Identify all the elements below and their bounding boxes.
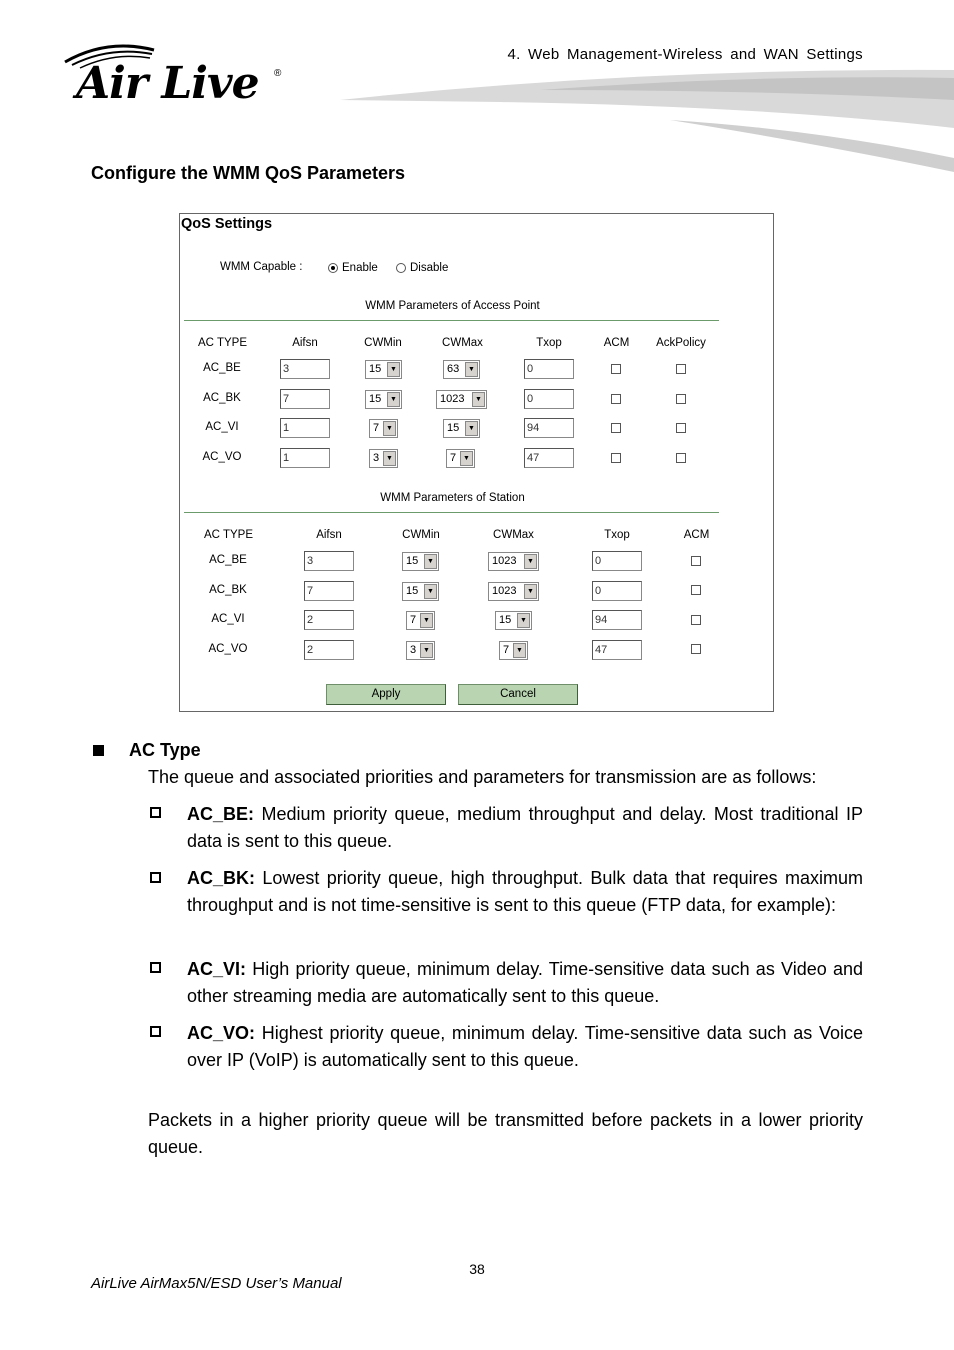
- ac-vo-description: [187, 1020, 863, 1074]
- qos-settings-panel: [179, 213, 774, 712]
- sta-cwmax-value: 1023: [492, 555, 517, 567]
- ap-cwmin-select[interactable]: [365, 390, 402, 409]
- sta-cwmax-select[interactable]: [499, 641, 528, 660]
- ap-aifsn-input[interactable]: 3: [280, 359, 330, 379]
- ac-type-heading: AC Type: [129, 740, 201, 760]
- sta-cwmin-value: 3: [410, 644, 417, 656]
- sta-aifsn-input[interactable]: 7: [304, 581, 354, 601]
- sta-cwmax-select[interactable]: [495, 611, 532, 630]
- logo-wordmark: Air Live: [76, 58, 259, 109]
- ap-aifsn-input[interactable]: 1: [280, 448, 330, 468]
- ap-row-type: AC_VI: [205, 421, 239, 433]
- sta-txop-input[interactable]: 0: [592, 551, 642, 571]
- wmm-enable-label: Enable: [342, 262, 378, 274]
- sta-header-ac-type: AC TYPE: [204, 529, 253, 541]
- sta-aifsn-input[interactable]: 3: [304, 551, 354, 571]
- ap-cwmax-select[interactable]: [436, 390, 487, 409]
- ap-txop-input[interactable]: 0: [524, 359, 574, 379]
- ac-be-text: Medium priority queue, medium throughput and delay. Most traditional IP data is sent to this queue.: [187, 804, 863, 851]
- ap-header-ackpolicy: AckPolicy: [656, 337, 706, 349]
- ac-type-intro: The queue and associated priorities and parameters for transmission are as follows:: [148, 767, 817, 787]
- wmm-enable-radio[interactable]: [328, 263, 338, 273]
- dropdown-arrow-icon: ▼: [524, 554, 537, 569]
- ap-cwmax-select[interactable]: [443, 419, 480, 438]
- sta-cwmin-select[interactable]: [406, 641, 435, 660]
- sta-cwmin-select[interactable]: [402, 552, 439, 571]
- ac-bk-description: [187, 865, 863, 919]
- ap-acm-checkbox[interactable]: [611, 364, 621, 374]
- ap-cwmin-value: 7: [373, 422, 380, 434]
- dropdown-arrow-icon: ▼: [460, 451, 473, 466]
- dropdown-arrow-icon: ▼: [383, 451, 396, 466]
- sta-cwmax-select[interactable]: [488, 582, 539, 601]
- ac-be-description: [187, 801, 863, 855]
- ac-vi-description: [187, 956, 863, 1010]
- sta-header-cwmax: CWMax: [493, 529, 534, 541]
- sta-txop-input[interactable]: 0: [592, 581, 642, 601]
- wmm-capable-label: WMM Capable :: [220, 261, 303, 273]
- sta-acm-checkbox[interactable]: [691, 644, 701, 654]
- sta-header-txop: Txop: [604, 529, 630, 541]
- checkbox-bullet-icon: [150, 1026, 161, 1037]
- ac-vi-term: AC_VI:: [187, 959, 247, 979]
- dropdown-arrow-icon: ▼: [513, 643, 526, 658]
- sta-txop-input[interactable]: 47: [592, 640, 642, 660]
- apply-button[interactable]: Apply: [326, 684, 446, 705]
- sta-acm-checkbox[interactable]: [691, 556, 701, 566]
- ap-cwmin-value: 15: [369, 393, 382, 405]
- ap-ackpolicy-checkbox[interactable]: [676, 364, 686, 374]
- page-number: 38: [469, 1261, 485, 1277]
- ap-txop-input[interactable]: 0: [524, 389, 574, 409]
- ap-row-type: AC_BE: [203, 362, 241, 374]
- sta-cwmax-value: 15: [499, 614, 512, 626]
- ap-cwmin-select[interactable]: [365, 360, 402, 379]
- ap-header-txop: Txop: [536, 337, 562, 349]
- sta-aifsn-input[interactable]: 2: [304, 610, 354, 630]
- ap-cwmax-value: 1023: [440, 393, 465, 405]
- priority-note: Packets in a higher priority queue will be transmitted before packets in a lower priority queue.: [148, 1110, 863, 1157]
- ap-aifsn-input[interactable]: 7: [280, 389, 330, 409]
- ac-bk-term: AC_BK:: [187, 868, 256, 888]
- registered-mark: ®: [274, 68, 282, 79]
- dropdown-arrow-icon: ▼: [424, 554, 437, 569]
- dropdown-arrow-icon: ▼: [383, 421, 396, 436]
- checkbox-bullet-icon: [150, 807, 161, 818]
- ap-ackpolicy-checkbox[interactable]: [676, 453, 686, 463]
- sta-section-divider: [184, 512, 719, 513]
- ap-section-divider: [184, 320, 719, 321]
- ap-cwmax-select[interactable]: [446, 449, 475, 468]
- ap-acm-checkbox[interactable]: [611, 453, 621, 463]
- ac-bk-text: Lowest priority queue, high throughput. Bulk data that requires maximum throughput and is not time-sensitive is sent to this queue (FTP data, for example):: [187, 868, 863, 915]
- ac-vo-text: Highest priority queue, minimum delay. Time-sensitive data such as Voice over IP (VoIP) is automatically sent to this queue.: [187, 1023, 863, 1070]
- dropdown-arrow-icon: ▼: [387, 392, 400, 407]
- sta-header-aifsn: Aifsn: [316, 529, 342, 541]
- ap-acm-checkbox[interactable]: [611, 394, 621, 404]
- sta-header-acm: ACM: [683, 529, 710, 541]
- manual-title: AirLive AirMax5N/ESD User’s Manual: [91, 1275, 342, 1292]
- ap-row-type: AC_VO: [202, 451, 242, 463]
- header-swoosh-decoration: [340, 60, 954, 175]
- ap-header-ac-type: AC TYPE: [198, 337, 247, 349]
- wmm-disable-label: Disable: [410, 262, 449, 274]
- ap-header-cwmax: CWMax: [442, 337, 483, 349]
- dropdown-arrow-icon: ▼: [420, 613, 433, 628]
- wmm-disable-radio[interactable]: [396, 263, 406, 273]
- ap-header-aifsn: Aifsn: [292, 337, 318, 349]
- square-bullet-icon: [93, 745, 104, 756]
- sta-txop-input[interactable]: 94: [592, 610, 642, 630]
- ac-vi-text: High priority queue, minimum delay. Time-sensitive data such as Video and other streaming media are automatically sent to this queue.: [187, 959, 863, 1006]
- dropdown-arrow-icon: ▼: [387, 362, 400, 377]
- sta-cwmax-value: 7: [503, 644, 510, 656]
- ap-cwmin-value: 15: [369, 363, 382, 375]
- ap-txop-input[interactable]: 47: [524, 448, 574, 468]
- section-heading: Configure the WMM QoS Parameters: [91, 163, 406, 183]
- dropdown-arrow-icon: ▼: [465, 362, 478, 377]
- ap-txop-input[interactable]: 94: [524, 418, 574, 438]
- ap-cwmin-select[interactable]: [369, 419, 398, 438]
- checkbox-bullet-icon: [150, 872, 161, 883]
- ap-cwmin-value: 3: [373, 452, 380, 464]
- sta-cwmin-value: 7: [410, 614, 417, 626]
- ap-ackpolicy-checkbox[interactable]: [676, 394, 686, 404]
- sta-row-type: AC_VI: [211, 613, 245, 625]
- ap-cwmax-value: 7: [450, 452, 457, 464]
- ac-vo-term: AC_VO:: [187, 1023, 256, 1043]
- ap-ackpolicy-checkbox[interactable]: [676, 423, 686, 433]
- ap-acm-checkbox[interactable]: [611, 423, 621, 433]
- ap-cwmax-value: 63: [447, 363, 460, 375]
- sta-cwmin-select[interactable]: [406, 611, 435, 630]
- sta-cwmin-value: 15: [406, 585, 419, 597]
- ap-aifsn-input[interactable]: 1: [280, 418, 330, 438]
- sta-acm-checkbox[interactable]: [691, 615, 701, 625]
- dropdown-arrow-icon: ▼: [420, 643, 433, 658]
- sta-row-type: AC_BK: [209, 584, 247, 596]
- sta-cwmin-select[interactable]: [402, 582, 439, 601]
- airlive-logo: [62, 40, 292, 110]
- qos-panel-title: QoS Settings: [181, 216, 273, 232]
- sta-acm-checkbox[interactable]: [691, 585, 701, 595]
- ap-row-type: AC_BK: [203, 392, 241, 404]
- ap-header-cwmin: CWMin: [364, 337, 402, 349]
- ap-cwmax-select[interactable]: [443, 360, 480, 379]
- cancel-button[interactable]: Cancel: [458, 684, 578, 705]
- sta-header-cwmin: CWMin: [402, 529, 440, 541]
- sta-section-title: WMM Parameters of Station: [380, 492, 525, 504]
- sta-row-type: AC_BE: [209, 554, 247, 566]
- dropdown-arrow-icon: ▼: [465, 421, 478, 436]
- ap-header-acm: ACM: [603, 337, 630, 349]
- sta-aifsn-input[interactable]: 2: [304, 640, 354, 660]
- ap-cwmin-select[interactable]: [369, 449, 398, 468]
- sta-cwmax-value: 1023: [492, 585, 517, 597]
- ac-be-term: AC_BE:: [187, 804, 255, 824]
- sta-cwmin-value: 15: [406, 555, 419, 567]
- dropdown-arrow-icon: ▼: [524, 584, 537, 599]
- ap-cwmax-value: 15: [447, 422, 460, 434]
- sta-cwmax-select[interactable]: [488, 552, 539, 571]
- checkbox-bullet-icon: [150, 962, 161, 973]
- dropdown-arrow-icon: ▼: [424, 584, 437, 599]
- dropdown-arrow-icon: ▼: [517, 613, 530, 628]
- ap-section-title: WMM Parameters of Access Point: [365, 300, 540, 312]
- dropdown-arrow-icon: ▼: [472, 392, 485, 407]
- sta-row-type: AC_VO: [208, 643, 248, 655]
- chapter-title: 4. Web Management-Wireless and WAN Settings: [507, 46, 863, 63]
